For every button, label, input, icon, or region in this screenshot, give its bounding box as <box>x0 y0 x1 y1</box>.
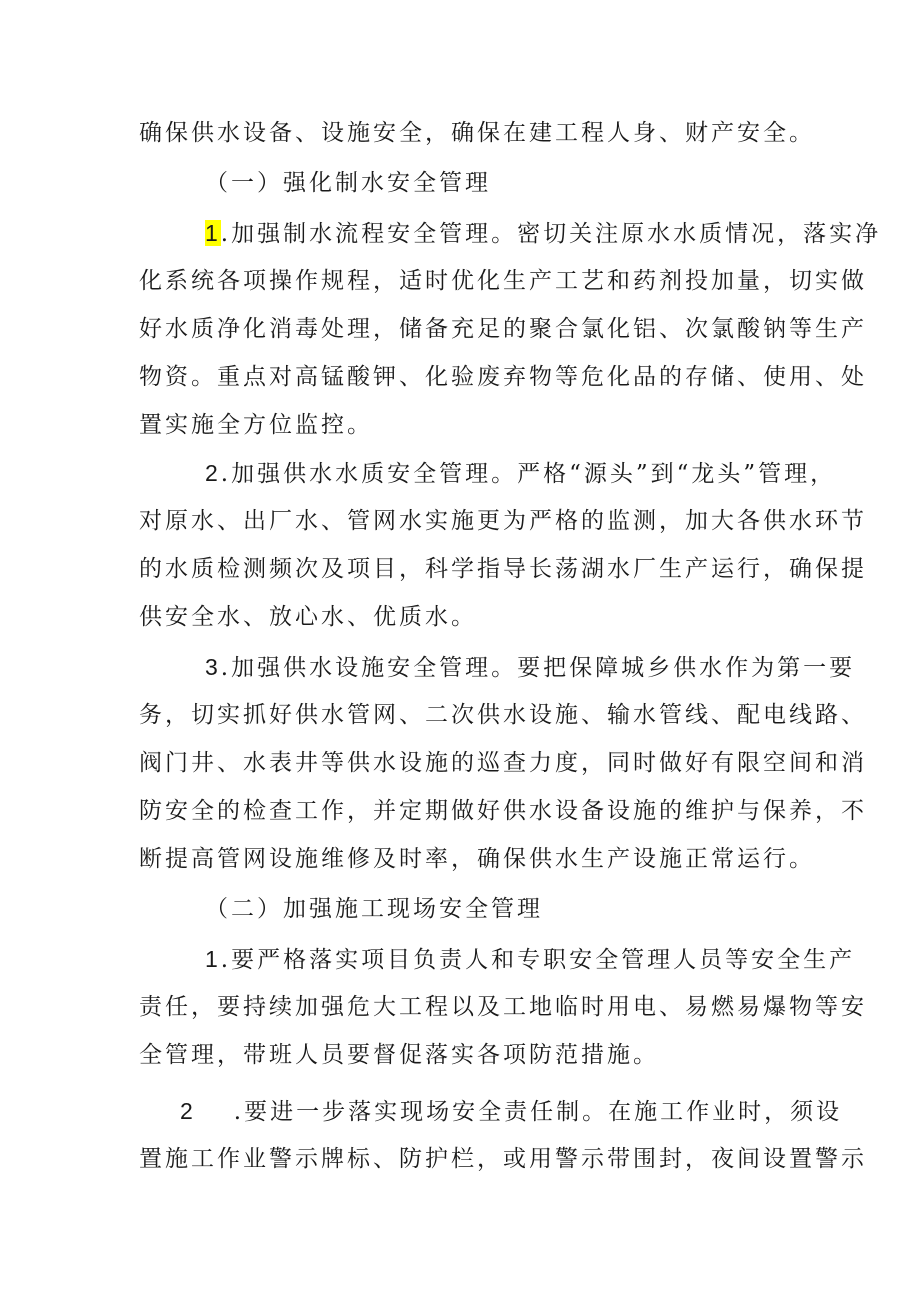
paragraph-line: 责任，要持续加强危大工程以及工地临时用电、易燃易爆物等安 <box>139 994 867 1020</box>
paragraph-first-line <box>180 1096 843 1127</box>
paragraph-first-line <box>205 944 856 975</box>
paragraph-first-line <box>205 218 882 249</box>
paragraph-line: 的水质检测频次及项目，科学指导长荡湖水厂生产运行，确保提 <box>139 556 867 582</box>
item-number: 2 <box>205 460 221 486</box>
paragraph-first-line <box>205 458 837 489</box>
paragraph-line: 对原水、出厂水、管网水实施更为严格的监测，加大各供水环节 <box>139 508 867 534</box>
paragraph-text: .加强供水水质安全管理。严格“源头”到“龙头”管理， <box>220 461 837 487</box>
item-number: 2 <box>180 1098 196 1124</box>
paragraph-line: 化系统各项操作规程，适时优化生产工艺和药剂投加量，切实做 <box>139 268 867 294</box>
paragraph-text: .加强制水流程安全管理。密切关注原水水质情况，落实净 <box>220 221 882 247</box>
paragraph-line: 确保供水设备、设施安全，确保在建工程人身、财产安全。 <box>139 120 815 146</box>
paragraph-text: .要进一步落实现场安全责任制。在施工作业时，须设 <box>233 1099 843 1125</box>
paragraph-line: 全管理，带班人员要督促落实各项防范措施。 <box>139 1042 659 1068</box>
item-number-highlighted: 1 <box>205 220 221 246</box>
paragraph-line: 务，切实抓好供水管网、二次供水设施、输水管线、配电线路、 <box>139 702 867 728</box>
paragraph-text: .要严格落实项目负责人和专职安全管理人员等安全生产 <box>220 947 856 973</box>
paragraph-line: 断提高管网设施维修及时率，确保供水生产设施正常运行。 <box>139 846 815 872</box>
item-number: 3 <box>205 654 221 680</box>
item-number: 1 <box>205 946 221 972</box>
paragraph-line: 防安全的检查工作，并定期做好供水设备设施的维护与保养，不 <box>139 798 867 824</box>
section-heading: （二）加强施工现场安全管理 <box>205 896 543 922</box>
paragraph-line: 供安全水、放心水、优质水。 <box>139 604 477 630</box>
paragraph-line: 阀门井、水表井等供水设施的巡查力度，同时做好有限空间和消 <box>139 750 867 776</box>
section-heading: （一）强化制水安全管理 <box>205 170 491 196</box>
paragraph-line: 置实施全方位监控。 <box>139 412 373 438</box>
paragraph-line: 物资。重点对高锰酸钾、化验废弃物等危化品的存储、使用、处 <box>139 364 867 390</box>
paragraph-line: 置施工作业警示牌标、防护栏，或用警示带围封，夜间设置警示 <box>139 1146 867 1172</box>
paragraph-first-line <box>205 652 856 683</box>
paragraph-text: .加强供水设施安全管理。要把保障城乡供水作为第一要 <box>220 655 856 681</box>
paragraph-line: 好水质净化消毒处理，储备充足的聚合氯化铝、次氯酸钠等生产 <box>139 316 867 342</box>
